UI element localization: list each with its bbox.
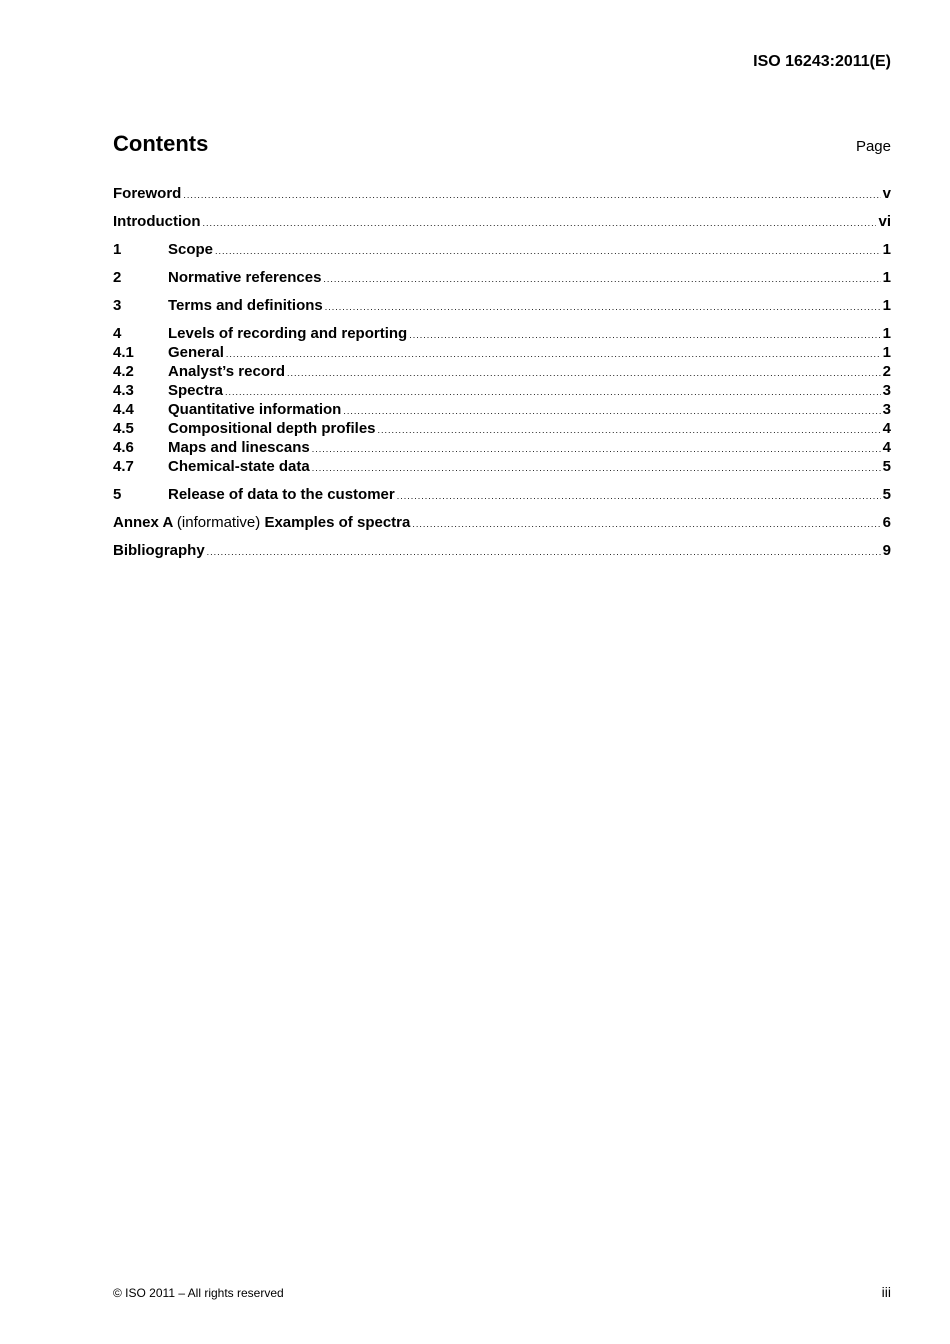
table-of-contents [113,184,891,560]
toc-entry-page: 1 [882,269,891,286]
toc-entry-page: 5 [882,458,891,475]
toc-entry-title: Compositional depth profiles [168,420,376,437]
leader-dots [412,515,880,534]
toc-entry-title: Spectra [168,382,224,399]
toc-entry-title: Scope [168,241,214,258]
toc-entry-title: General [168,344,224,361]
toc-entry-page: 6 [882,514,891,531]
toc-entry-introduction[interactable] [113,212,891,231]
toc-entry-foreword[interactable] [113,184,891,203]
document-code: ISO 16243:2011(E) [753,53,891,70]
toc-entry-page: 1 [882,344,891,361]
copyright-notice: © ISO 2011 – All rights reserved [113,1286,284,1300]
toc-entry-page: 3 [882,401,891,418]
toc-entry-page: 1 [882,325,891,342]
toc-entry-title: Chemical-state data [168,458,310,475]
toc-entry-page: 4 [882,420,891,437]
toc-entry-number: 4.1 [113,344,134,361]
leader-dots [312,459,881,478]
toc-entry-number: 1 [113,241,122,258]
toc-entry-page: 1 [882,241,891,258]
toc-entry-terms-definitions[interactable] [113,296,891,315]
page-number: iii [881,1284,891,1300]
toc-entry-number: 4 [113,325,122,342]
toc-entry-number: 5 [113,486,122,503]
toc-entry-title: Analyst’s record [168,363,285,380]
toc-entry-bibliography[interactable] [113,541,891,560]
toc-entry-spectra[interactable] [113,381,891,400]
toc-entry-title: Normative references [168,269,322,286]
toc-entry-title: Release of data to the customer [168,486,395,503]
toc-entry-chemical-state[interactable] [113,457,891,476]
toc-entry-page: 1 [882,297,891,314]
toc-entry-release-data[interactable] [113,485,891,504]
annex-type: (informative) [176,514,261,531]
toc-entry-title: Maps and linescans [168,439,310,456]
leader-dots [323,270,880,289]
leader-dots [409,326,880,345]
toc-entry-analysts-record[interactable] [113,362,891,381]
toc-entry-number: 4.7 [113,458,134,475]
leader-dots [202,214,876,233]
leader-dots [378,421,881,440]
toc-entry-depth-profiles[interactable] [113,419,891,438]
leader-dots [215,242,881,261]
toc-entry-number: 4.6 [113,439,134,456]
toc-entry-title: Levels of recording and reporting [168,325,408,342]
leader-dots [312,440,881,459]
toc-entry-page: 4 [882,439,891,456]
leader-dots [183,186,880,205]
toc-entry-title: Introduction [113,213,201,230]
toc-entry-number: 4.4 [113,401,134,418]
leader-dots [325,298,881,317]
toc-entry-page: 9 [882,542,891,559]
annex-label: Annex A [113,514,173,531]
toc-entry-number: 4.2 [113,363,134,380]
toc-entry-scope[interactable] [113,240,891,259]
toc-entry-annex-a[interactable] [113,513,891,532]
page-column-label: Page [855,138,891,155]
toc-entry-page: v [882,185,891,202]
toc-entry-maps-linescans[interactable] [113,438,891,457]
toc-entry-page: 5 [882,486,891,503]
leader-dots [397,487,881,506]
toc-entry-general[interactable] [113,343,891,362]
contents-title: Contents [113,131,209,156]
leader-dots [287,364,881,383]
toc-entry-page: 2 [882,363,891,380]
toc-entry-title: Quantitative information [168,401,342,418]
toc-entry-levels-recording[interactable] [113,324,891,343]
toc-entry-quantitative-information[interactable] [113,400,891,419]
annex-title: Examples of spectra [264,514,411,531]
toc-entry-number: 4.3 [113,382,134,399]
toc-entry-number: 3 [113,297,122,314]
toc-entry-title [113,513,410,532]
toc-entry-number: 4.5 [113,420,134,437]
toc-entry-title: Terms and definitions [168,297,323,314]
leader-dots [226,345,881,364]
leader-dots [343,402,880,421]
toc-entry-page: 3 [882,382,891,399]
toc-entry-normative-references[interactable] [113,268,891,287]
toc-entry-title: Bibliography [113,542,205,559]
toc-entry-title: Foreword [113,185,182,202]
toc-entry-number: 2 [113,269,122,286]
leader-dots [207,543,881,562]
toc-entry-page: vi [878,213,891,230]
